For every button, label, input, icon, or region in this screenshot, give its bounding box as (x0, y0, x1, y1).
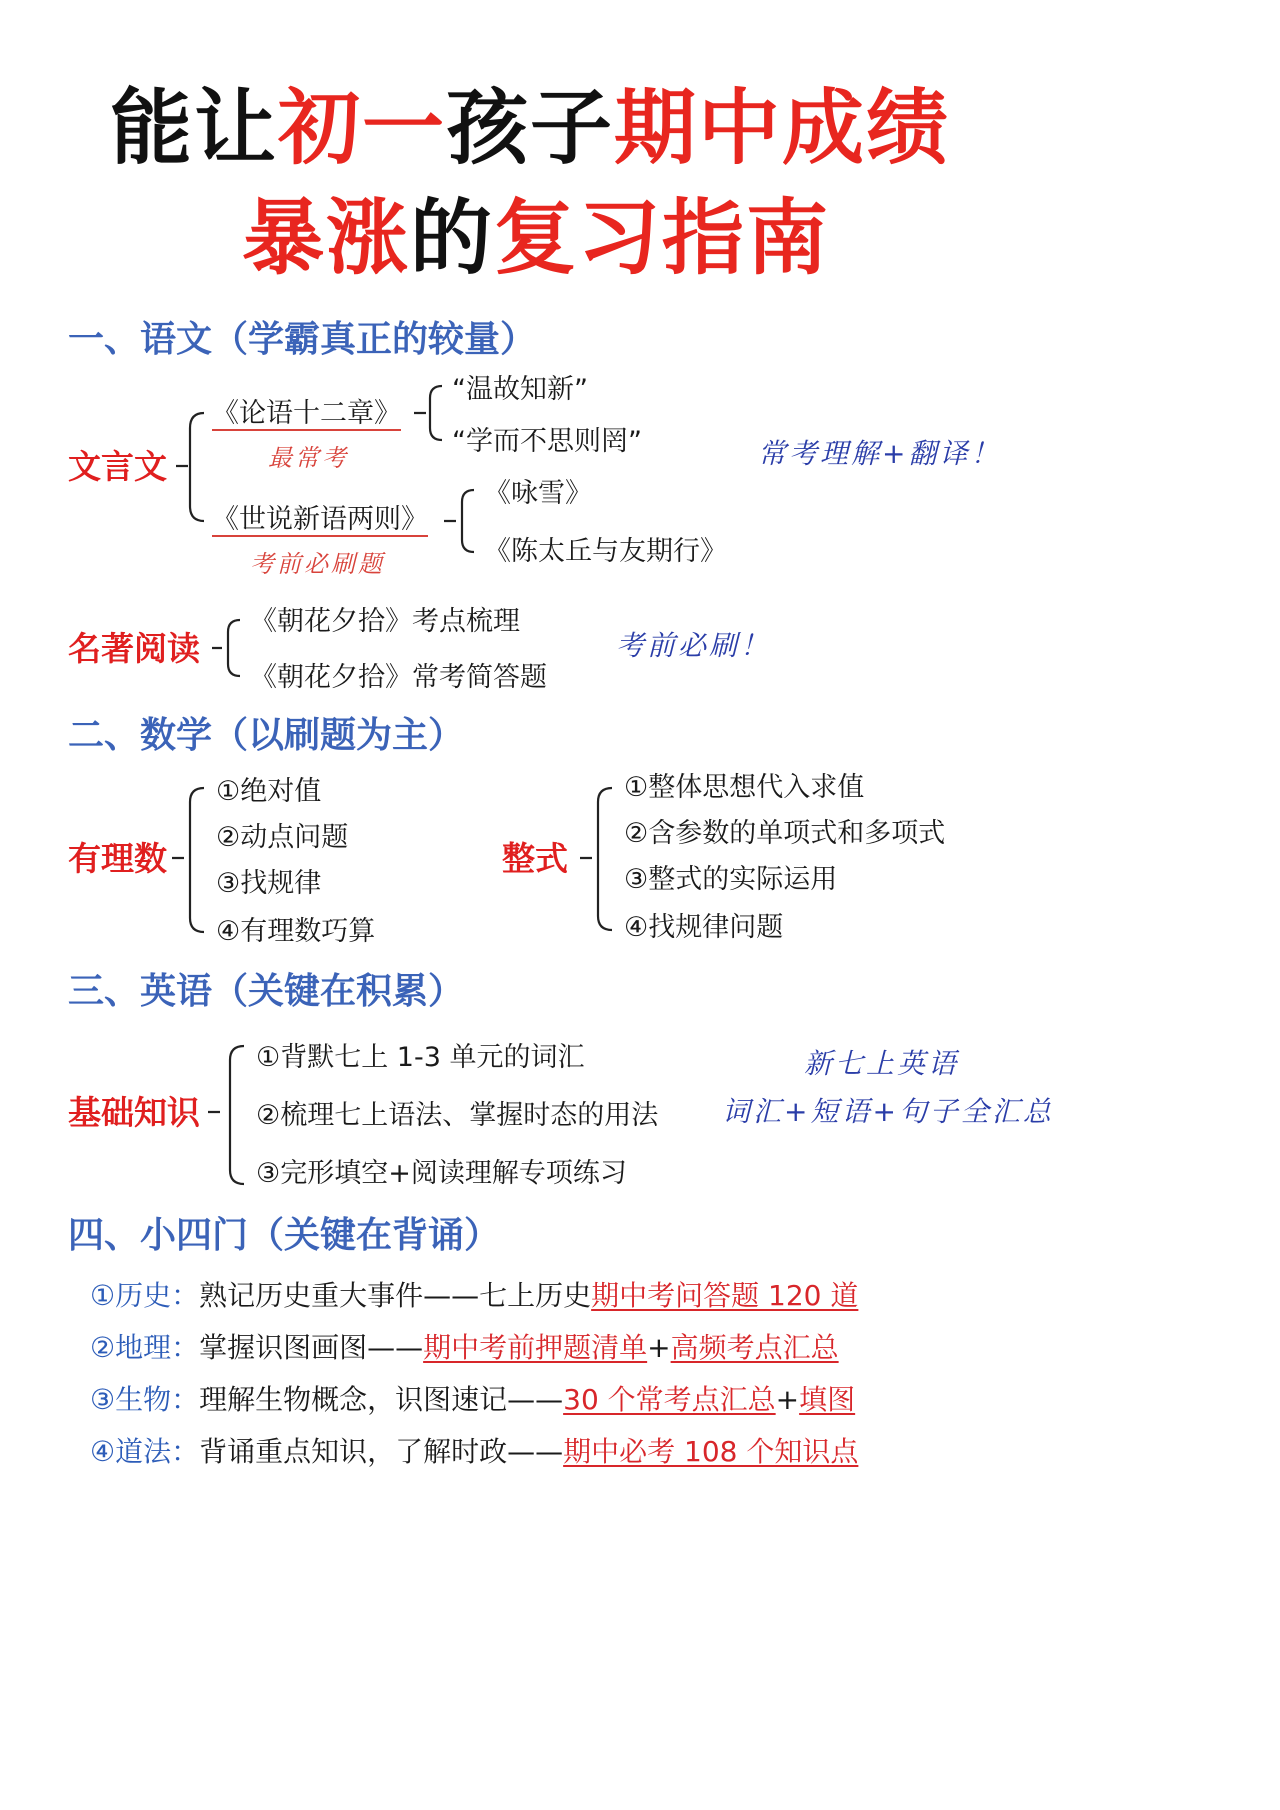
row-text: 掌握识图画图—— (199, 1331, 424, 1364)
title-seg: 初一 (278, 81, 447, 176)
item-poly-2: ②含参数的单项式和多项式 (624, 818, 946, 849)
lunyu-text: 《论语十二章》 (212, 398, 401, 429)
title-seg: 能让 (110, 81, 279, 176)
label-mingzhu: 名著阅读 (68, 629, 200, 668)
item-poly-4: ④找规律问题 (624, 912, 784, 943)
row-text: 理解生物概念，识图速记—— (199, 1383, 564, 1416)
row-label: ①历史： (90, 1279, 200, 1312)
row-highlight: 期中必考 108 个知识点 (563, 1435, 859, 1468)
row-highlight-2: 填图 (799, 1383, 856, 1416)
item-rational-4: ④有理数巧算 (216, 916, 376, 947)
label-polynomial: 整式 (502, 839, 568, 878)
minor-row-politics (90, 1435, 859, 1468)
title-seg: 期中成绩 (614, 81, 951, 176)
row-highlight-2: 高频考点汇总 (670, 1331, 839, 1364)
minor-row-biology (90, 1383, 856, 1416)
item-shishuo-sub-2: 《陈太丘与友期行》 (484, 536, 727, 567)
row-text: 熟记历史重大事件——七上历史 (199, 1279, 592, 1312)
item-lunyu-sub-1: “温故知新” (452, 374, 588, 405)
item-shishuo (212, 506, 428, 533)
title-seg: 的 (410, 191, 495, 286)
item-poly-1: ①整体思想代入求值 (624, 772, 865, 803)
note-must-do: 考前必刷！ (616, 629, 772, 662)
item-basics-2: ②梳理七上语法、掌握时态的用法 (256, 1100, 659, 1131)
note-english-2: 词汇+短语+句子全汇总 (722, 1095, 1054, 1128)
note-english-1: 新七上英语 (804, 1047, 960, 1080)
item-mingzhu-2: 《朝花夕拾》常考简答题 (250, 662, 547, 693)
item-shishuo-sub-1: 《咏雪》 (484, 478, 592, 509)
row-highlight: 期中考前押题清单 (423, 1331, 648, 1364)
note-shishuo: 考前必刷题 (250, 550, 385, 578)
item-rational-1: ①绝对值 (216, 776, 322, 807)
row-label: ④道法： (90, 1435, 200, 1468)
item-poly-3: ③整式的实际运用 (624, 864, 838, 895)
item-mingzhu-1: 《朝花夕拾》考点梳理 (250, 606, 520, 637)
row-label: ③生物： (90, 1383, 200, 1416)
row-highlight: 30 个常考点汇总 (563, 1383, 776, 1416)
label-rational: 有理数 (68, 839, 167, 878)
row-label: ②地理： (90, 1331, 200, 1364)
title-seg: 复习指南 (494, 191, 831, 286)
item-basics-3: ③完形填空+阅读理解专项练习 (256, 1158, 627, 1189)
row-text: 背诵重点知识，了解时政—— (199, 1435, 564, 1468)
item-rational-3: ③找规律 (216, 868, 322, 899)
item-rational-2: ②动点问题 (216, 822, 349, 853)
minor-row-geography (90, 1331, 839, 1364)
title-seg: 孩子 (446, 81, 615, 176)
row-plus: + (647, 1331, 671, 1364)
row-highlight: 期中考问答题 120 道 (591, 1279, 859, 1312)
note-lunyu: 最常考 (268, 444, 349, 472)
label-wenyanwen: 文言文 (68, 447, 167, 486)
section-heading-math: 二、数学（以刷题为主） (68, 715, 465, 756)
item-lunyu (212, 400, 401, 427)
item-basics-1: ①背默七上 1-3 单元的词汇 (256, 1042, 585, 1073)
item-lunyu-sub-2: “学而不思则罔” (452, 426, 642, 457)
section-heading-chinese: 一、语文（学霸真正的较量） (68, 319, 537, 360)
section-heading-minor: 四、小四门（关键在背诵） (68, 1215, 501, 1256)
title-seg: 暴涨 (242, 191, 411, 286)
label-basics: 基础知识 (68, 1093, 200, 1132)
section-heading-english: 三、英语（关键在积累） (68, 971, 465, 1012)
note-translation: 常考理解+翻译！ (758, 437, 1002, 470)
shishuo-text: 《世说新语两则》 (212, 504, 428, 535)
row-plus: + (775, 1383, 800, 1416)
minor-row-history (90, 1279, 859, 1312)
